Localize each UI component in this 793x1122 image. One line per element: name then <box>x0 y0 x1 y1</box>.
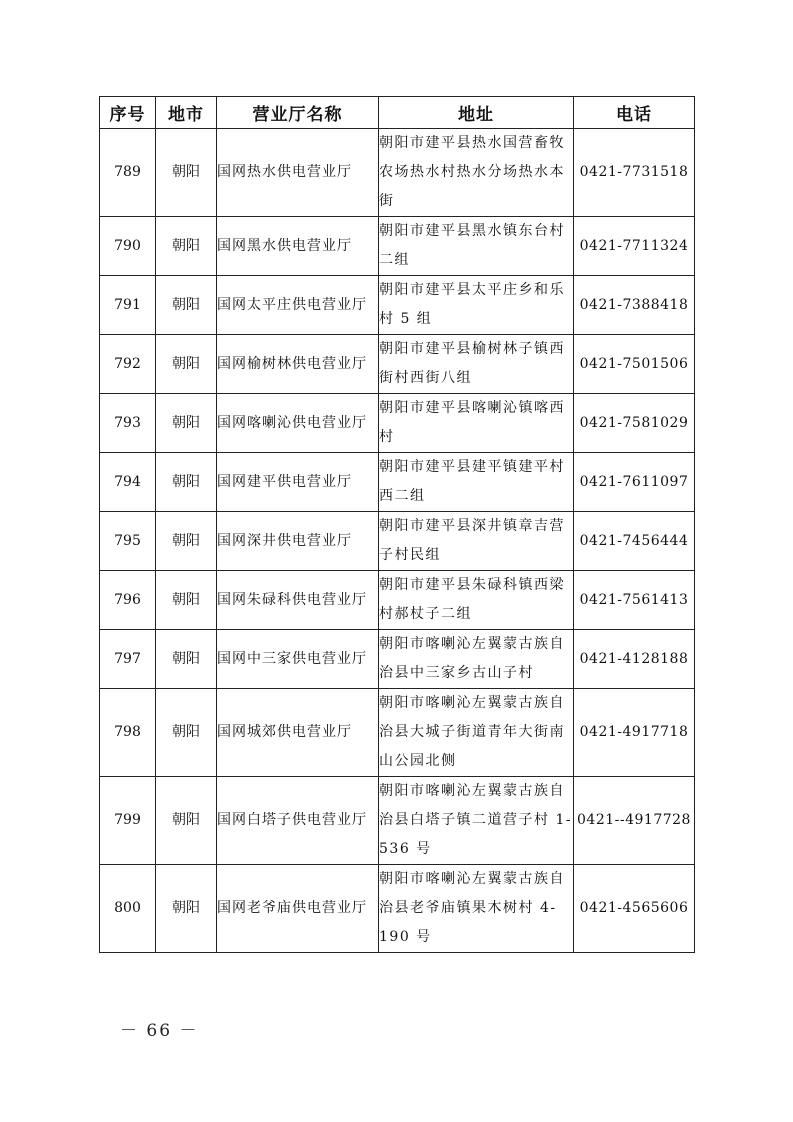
header-city: 地市 <box>156 97 217 129</box>
cell-city: 朝阳 <box>156 394 217 453</box>
table-row <box>100 689 695 777</box>
table-row <box>100 276 695 335</box>
table-row <box>100 571 695 630</box>
cell-hall-name: 国网喀喇沁供电营业厅 <box>217 394 379 453</box>
cell-city: 朝阳 <box>156 129 217 217</box>
cell-city: 朝阳 <box>156 865 217 953</box>
cell-city: 朝阳 <box>156 217 217 276</box>
cell-index: 794 <box>100 453 156 512</box>
cell-city: 朝阳 <box>156 512 217 571</box>
cell-index: 796 <box>100 571 156 630</box>
cell-hall-name: 国网建平供电营业厅 <box>217 453 379 512</box>
cell-address: 朝阳市建平县黑水镇东台村二组 <box>379 217 574 276</box>
cell-city: 朝阳 <box>156 630 217 689</box>
cell-address: 朝阳市建平县建平镇建平村西二组 <box>379 453 574 512</box>
cell-city: 朝阳 <box>156 453 217 512</box>
table-row <box>100 394 695 453</box>
cell-address: 朝阳市建平县榆树林子镇西街村西街八组 <box>379 335 574 394</box>
cell-address: 朝阳市喀喇沁左翼蒙古族自治县老爷庙镇果木树村 4-190 号 <box>379 865 574 953</box>
cell-hall-name: 国网白塔子供电营业厅 <box>217 777 379 865</box>
cell-city: 朝阳 <box>156 777 217 865</box>
header-phone: 电话 <box>574 97 695 129</box>
table-row <box>100 630 695 689</box>
cell-index: 792 <box>100 335 156 394</box>
table-row <box>100 865 695 953</box>
table-row <box>100 453 695 512</box>
table-row <box>100 335 695 394</box>
cell-phone: 0421-4917718 <box>574 689 695 777</box>
table-row <box>100 217 695 276</box>
cell-index: 799 <box>100 777 156 865</box>
cell-index: 797 <box>100 630 156 689</box>
header-index: 序号 <box>100 97 156 129</box>
cell-city: 朝阳 <box>156 276 217 335</box>
cell-index: 790 <box>100 217 156 276</box>
cell-hall-name: 国网老爷庙供电营业厅 <box>217 865 379 953</box>
cell-index: 791 <box>100 276 156 335</box>
table-row <box>100 129 695 217</box>
cell-city: 朝阳 <box>156 689 217 777</box>
cell-phone: 0421-7711324 <box>574 217 695 276</box>
table-header-row <box>100 97 695 129</box>
cell-hall-name: 国网中三家供电营业厅 <box>217 630 379 689</box>
cell-city: 朝阳 <box>156 335 217 394</box>
cell-city: 朝阳 <box>156 571 217 630</box>
cell-address: 朝阳市建平县喀喇沁镇喀西村 <box>379 394 574 453</box>
cell-hall-name: 国网朱碌科供电营业厅 <box>217 571 379 630</box>
service-hall-table <box>99 96 695 953</box>
cell-phone: 0421-7611097 <box>574 453 695 512</box>
cell-phone: 0421-7501506 <box>574 335 695 394</box>
cell-phone: 0421-7581029 <box>574 394 695 453</box>
cell-address: 朝阳市建平县太平庄乡和乐村 5 组 <box>379 276 574 335</box>
table-row <box>100 777 695 865</box>
cell-hall-name: 国网榆树林供电营业厅 <box>217 335 379 394</box>
header-address: 地址 <box>379 97 574 129</box>
cell-hall-name: 国网太平庄供电营业厅 <box>217 276 379 335</box>
cell-hall-name: 国网黑水供电营业厅 <box>217 217 379 276</box>
cell-address: 朝阳市喀喇沁左翼蒙古族自治县中三家乡古山子村 <box>379 630 574 689</box>
header-hall-name: 营业厅名称 <box>217 97 379 129</box>
cell-phone: 0421--4917728 <box>574 777 695 865</box>
cell-address: 朝阳市喀喇沁左翼蒙古族自治县大城子街道青年大街南山公园北侧 <box>379 689 574 777</box>
cell-phone: 0421-7388418 <box>574 276 695 335</box>
cell-phone: 0421-7456444 <box>574 512 695 571</box>
cell-hall-name: 国网城郊供电营业厅 <box>217 689 379 777</box>
cell-phone: 0421-4565606 <box>574 865 695 953</box>
cell-phone: 0421-7561413 <box>574 571 695 630</box>
cell-address: 朝阳市喀喇沁左翼蒙古族自治县白塔子镇二道营子村 1-536 号 <box>379 777 574 865</box>
cell-phone: 0421-7731518 <box>574 129 695 217</box>
cell-address: 朝阳市建平县热水国营畜牧农场热水村热水分场热水本街 <box>379 129 574 217</box>
cell-index: 789 <box>100 129 156 217</box>
cell-index: 798 <box>100 689 156 777</box>
table-row <box>100 512 695 571</box>
cell-hall-name: 国网热水供电营业厅 <box>217 129 379 217</box>
cell-index: 800 <box>100 865 156 953</box>
cell-address: 朝阳市建平县深井镇章吉营子村民组 <box>379 512 574 571</box>
cell-phone: 0421-4128188 <box>574 630 695 689</box>
cell-address: 朝阳市建平县朱碌科镇西梁村郝杖子二组 <box>379 571 574 630</box>
cell-index: 793 <box>100 394 156 453</box>
cell-hall-name: 国网深井供电营业厅 <box>217 512 379 571</box>
cell-index: 795 <box>100 512 156 571</box>
page-number: － 66 － <box>120 1021 199 1041</box>
